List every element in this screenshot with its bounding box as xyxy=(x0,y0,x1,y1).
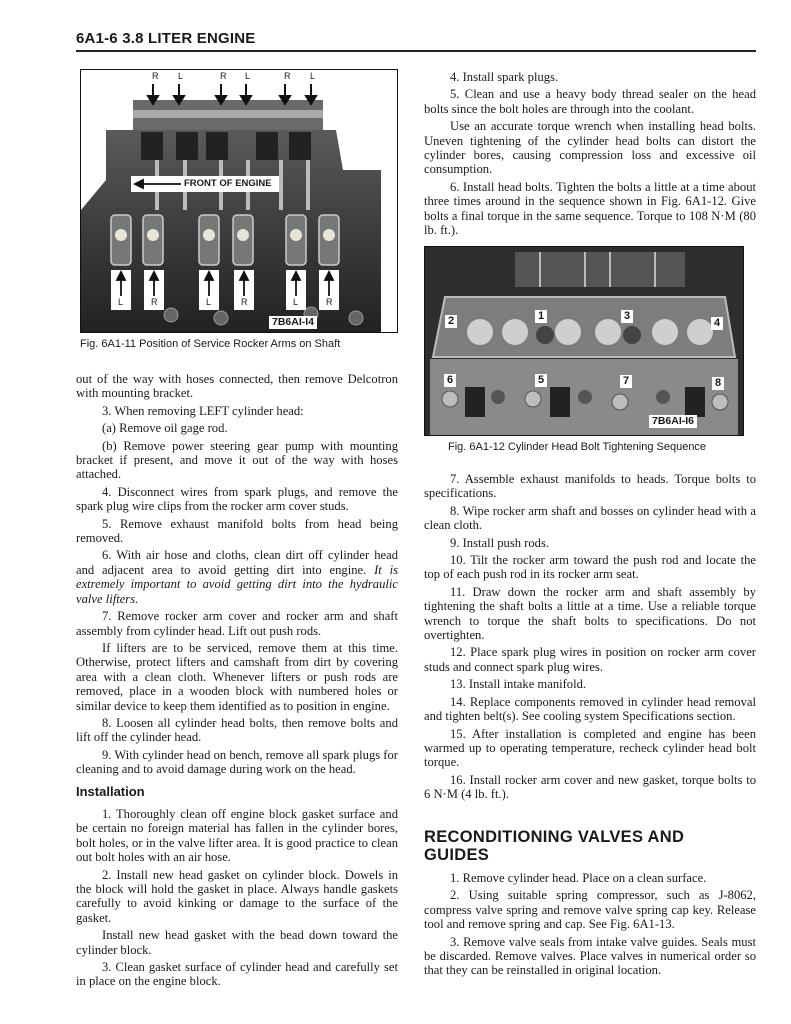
figure-rocker-arms xyxy=(80,69,398,333)
figure-caption: Fig. 6A1-11 Position of Service Rocker Arms on Shaft xyxy=(80,338,341,350)
bolt-number-4: 4 xyxy=(711,317,723,330)
paragraph: 2. Install new head gasket on cylinder block. Dowels in the block will hold the gasket in place. Always handle gaskets carefully to avoid kinking or damage to the surface of the gasket. xyxy=(76,867,398,925)
paragraph: 14. Replace components removed in cylinder head removal and tighten belt(s). See cooling system Specifications section. xyxy=(424,694,756,724)
paragraph: 2. Using suitable spring compressor, such as J-8062, compress valve spring and remove valve spring cap key. Release tool and remove spring and cap. See Fig. 6A1-13. xyxy=(424,888,756,932)
paragraph: 4. Disconnect wires from spark plugs, and remove the spark plug wire clips from the rocker arm cover studs. xyxy=(76,484,398,514)
paragraph: Install new head gasket with the bead down toward the cylinder block. xyxy=(76,928,398,957)
front-of-engine-label: FRONT OF ENGINE xyxy=(184,178,272,189)
page-header: 6A1-6 3.8 LITER ENGINE xyxy=(76,30,256,47)
bolt-number-2: 2 xyxy=(445,315,457,328)
bolt-number-7: 7 xyxy=(620,375,632,388)
paragraph: 5. Clean and use a heavy body thread sealer on the head bolts since the bolt holes are through into the coolant. xyxy=(424,87,756,116)
paragraph: 6. Install head bolts. Tighten the bolts a little at a time about three times around in the sequence shown in Fig. 6A1-12. Give bolts a final torque in the same sequence. Torque to 108 N·M (80 lb. ft.). xyxy=(424,179,756,238)
paragraph: 15. After installation is completed and engine has been warmed up to operating temperature, recheck cylinder head bolt torque. xyxy=(424,726,756,770)
right-column-top xyxy=(424,70,756,240)
figure-caption: Fig. 6A1-12 Cylinder Head Bolt Tightening Sequence xyxy=(448,441,707,453)
section-heading: RECONDITIONING VALVES AND GUIDES xyxy=(424,828,685,864)
top-label-4: L xyxy=(245,71,251,81)
installation-heading: Installation xyxy=(76,783,145,799)
top-label-2: L xyxy=(178,71,184,81)
figure-code: 7B6AI-I6 xyxy=(649,415,697,428)
paragraph: 9. With cylinder head on bench, remove all spark plugs for cleaning and to avoid damage during work on the head. xyxy=(76,747,398,777)
bottom-label-5: L xyxy=(293,297,299,307)
bolt-number-1: 1 xyxy=(535,310,547,323)
paragraph: 13. Install intake manifold. xyxy=(450,677,587,692)
paragraph: 7. Remove rocker arm cover and rocker arm and shaft assembly from cylinder head. Lift out push rods. xyxy=(76,609,398,638)
paragraph: 3. Remove valve seals from intake valve guides. Seals must be discarded. Remove valves. Place valves in numerical order so that they can be reinstalled in original location. xyxy=(424,934,756,978)
paragraph: 8. Wipe rocker arm shaft and bosses on cylinder head with a clean cloth. xyxy=(424,503,756,533)
paragraph: Use an accurate torque wrench when installing head bolts. Uneven tightening of the cylinder head bolts can distort the cylinder bores, causing compression loss and excessive oil consumption. xyxy=(424,119,756,177)
paragraph: (b) Remove power steering gear pump with mounting bracket if present, and move it out of the way with hoses attached. xyxy=(76,438,398,482)
right-column-bottom xyxy=(424,871,756,981)
paragraph: 10. Tilt the rocker arm toward the push rod and locate the top of each push rod in its rocker arm seat. xyxy=(424,553,756,582)
bottom-label-3: L xyxy=(206,297,212,307)
bolt-number-6: 6 xyxy=(444,374,456,387)
paragraph: 8. Loosen all cylinder head bolts, then remove bolts and lift off the cylinder head. xyxy=(76,715,398,745)
bottom-label-6: R xyxy=(326,297,333,307)
paragraph: 9. Install push rods. xyxy=(450,535,549,550)
paragraph: out of the way with hoses connected, then remove Delcotron with mounting bracket. xyxy=(76,372,398,401)
paragraph-step-6 xyxy=(76,548,398,606)
rocker-arms-illustration xyxy=(81,70,397,332)
paragraph: 1. Remove cylinder head. Place on a clean surface. xyxy=(450,871,707,885)
bottom-label-1: L xyxy=(118,297,124,307)
bottom-label-2: R xyxy=(151,297,158,307)
left-column xyxy=(76,372,398,992)
top-label-6: L xyxy=(310,71,316,81)
header-rule xyxy=(76,50,756,52)
bottom-label-4: R xyxy=(241,297,248,307)
paragraph: 11. Draw down the rocker arm and shaft assembly by tightening the shaft bolts a little at a time. Use a reliable torque wrench to torque the shaft bolts to specifications. Do not overtighten. xyxy=(424,584,756,643)
right-column-middle xyxy=(424,472,756,805)
paragraph: 3. Clean gasket surface of cylinder head and carefully set in place on the engine block. xyxy=(76,960,398,989)
step-6-warning: It is extremely important to avoid getting dirt into the hydraulic valve lifters. xyxy=(76,562,398,606)
bolt-number-3: 3 xyxy=(621,310,633,323)
paragraph: If lifters are to be serviced, remove them at this time. Otherwise, protect lifters and camshaft from dirt by covering area with a clean cloth. Whenever lifters or push rods are removed, place in a wooden block with numbered holes or similar device to keep them identified as to position in engine. xyxy=(76,640,398,713)
paragraph: 7. Assemble exhaust manifolds to heads. Torque bolts to specifications. xyxy=(424,472,756,501)
paragraph: 12. Place spark plug wires in position on rocker arm cover studs and connect spark plug wires. xyxy=(424,645,756,674)
step-6-text: 6. With air hose and cloths, clean dirt off cylinder head and adjacent area to avoid getting dirt into engine. xyxy=(76,548,398,577)
top-label-5: R xyxy=(284,71,291,81)
paragraph: (a) Remove oil gage rod. xyxy=(102,421,228,436)
paragraph: 4. Install spark plugs. xyxy=(450,70,559,84)
paragraph: 1. Thoroughly clean off engine block gasket surface and be certain no foreign material has fallen in the cylinder bores, bolt holes, or in the valve lifter area. It is good practice to clean out bolt holes with an air hose. xyxy=(76,806,398,865)
paragraph: 16. Install rocker arm cover and new gasket, torque bolts to 6 N·M (4 lb. ft.). xyxy=(424,772,756,802)
bolt-number-8: 8 xyxy=(712,377,724,390)
figure-bolt-sequence xyxy=(424,246,744,436)
top-label-3: R xyxy=(220,71,227,81)
bolt-number-5: 5 xyxy=(535,374,547,387)
figure-code: 7B6AI-I4 xyxy=(269,316,317,329)
top-label-1: R xyxy=(152,71,159,81)
paragraph: 3. When removing LEFT cylinder head: xyxy=(102,403,304,418)
cylinder-head-illustration xyxy=(425,247,743,435)
paragraph: 5. Remove exhaust manifold bolts from head being removed. xyxy=(76,516,398,546)
